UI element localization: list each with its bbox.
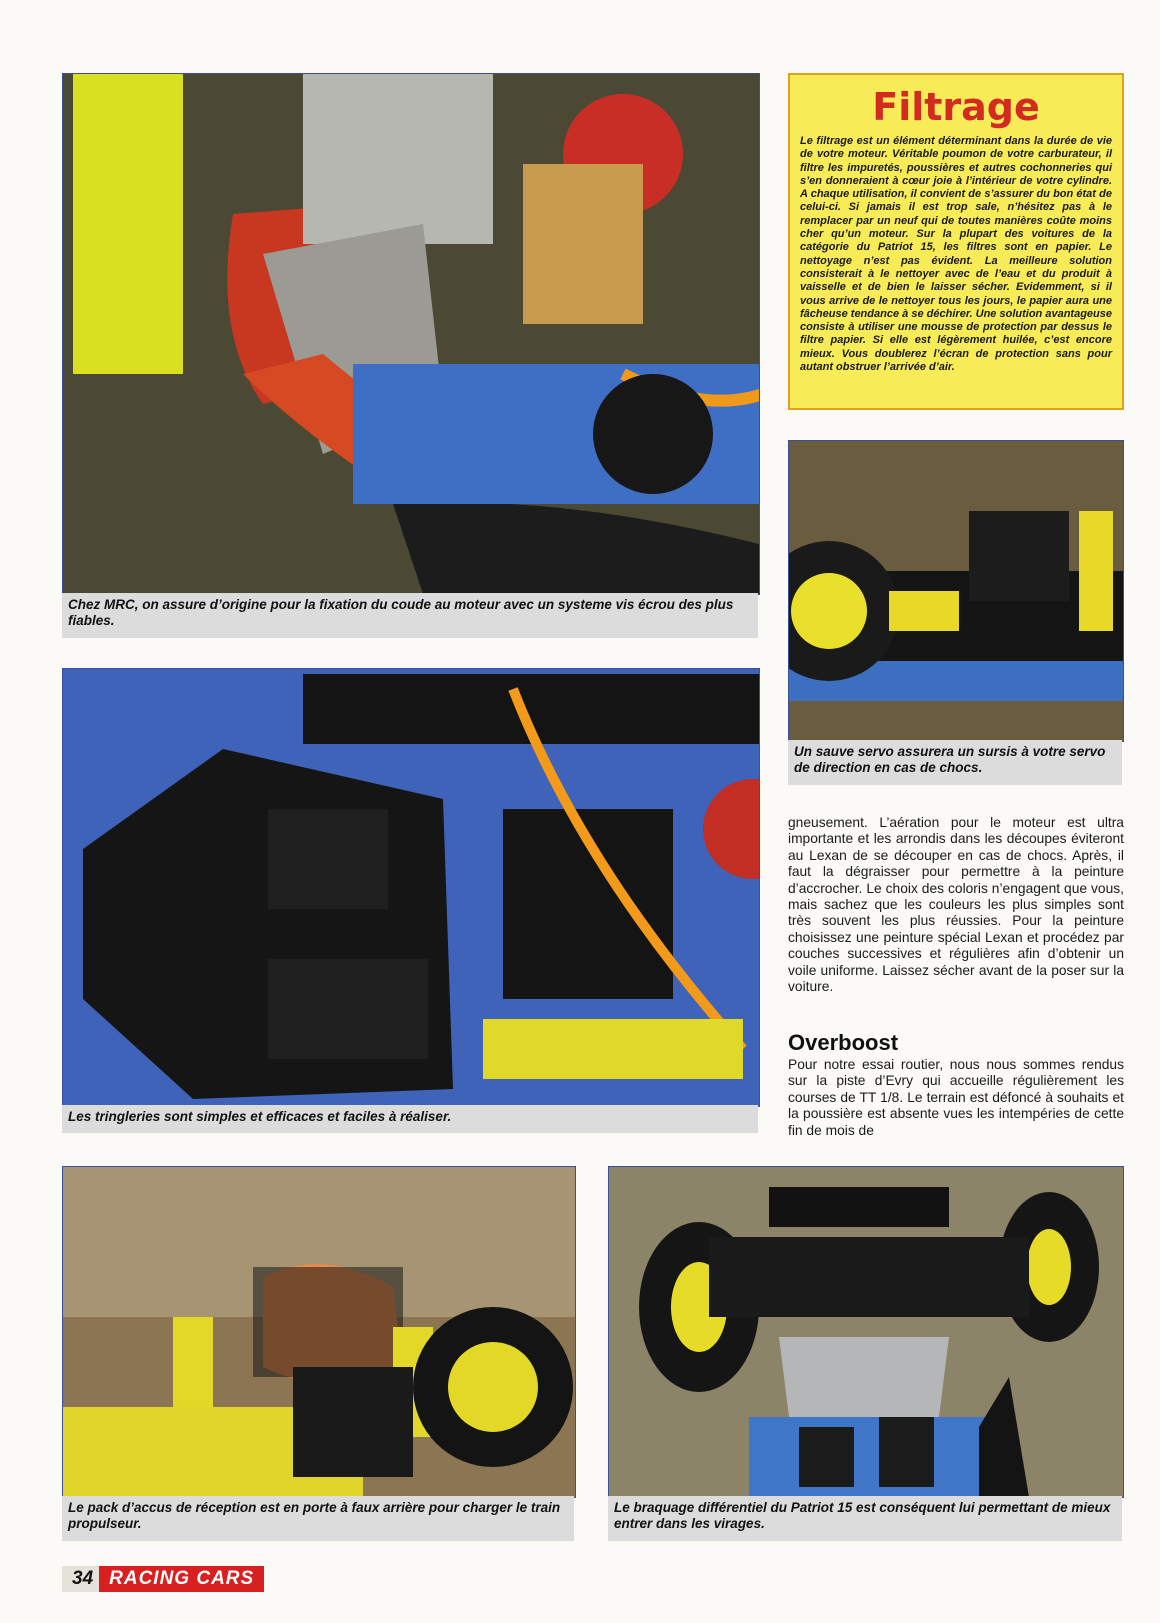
caption-servo-saver: Un sauve servo assurera un sursis à votre servo de direction en cas de chocs. [788, 740, 1122, 785]
caption-battery: Le pack d’accus de réception est en porte à faux arrière pour charger le train propulseur. [62, 1496, 574, 1541]
article-heading: Overboost [788, 1030, 899, 1055]
article-paragraph-1: gneusement. L’aération pour le moteur est ultra importante et les arrondis dans les découpes éviteront au Lexan de se découper en cas de chocs. Après, il faut la dégraisser pour permettre à la peinture d’accrocher. Le choix des coloris n’engagent que vous, mais sachez que les couleurs les plus simples sont très souvent les plus réussies. Pour la peinture choisissez une peinture spécial Lexan et procédez par couches successives et régulières afin d’obtenir un voile uniforme. Laissez sécher avant de la poser sur la voiture. [788, 815, 1124, 995]
magazine-logo: RACING CARS [99, 1566, 264, 1592]
filtrage-sidebar [788, 73, 1124, 410]
caption-linkage: Les tringleries sont simples et efficaces et faciles à réaliser. [62, 1105, 758, 1133]
photo-linkage [62, 668, 760, 1107]
photo-steering [608, 1166, 1124, 1498]
caption-steering: Le braquage différentiel du Patriot 15 est conséquent lui permettant de mieux entrer dans les virages. [608, 1496, 1122, 1541]
photo-engine [62, 73, 760, 595]
article-paragraph-2: Pour notre essai routier, nous nous sommes rendus sur la piste d’Evry qui accueille régulièrement les courses de TT 1/8. Le terrain est défoncé à souhaits et la poussière est absente vues les intempéries de cette fin de mois de [788, 1057, 1124, 1138]
sidebar-title: Filtrage [872, 85, 1040, 129]
photo-servo-saver [788, 440, 1124, 742]
page-footer [62, 1566, 352, 1592]
sidebar-text: Le filtrage est un élément déterminant dans la durée de vie de votre moteur. Véritable poumon de votre carburateur, il filtre les impuretés, poussières et autres cochonneries qui s’en donneraient à cœur joie à l’intérieur de votre cylindre. A chaque utilisation, il convient de s’assurer du bon état de celui-ci. Si jamais il est trop sale, n’hésitez pas à le remplacer par un neuf qui de toutes manières coûte moins cher qu’un moteur. Sur la plupart des voitures de la catégorie du Patriot 15, les filtres sont en papier. Le nettoyage n’est pas évident. La meilleure solution consisterait à le nettoyer avec de l’eau et du produit à vaisselle et de bien le laisser sécher. Evidemment, si il vous arrive de le nettoyer tous les jours, le papier aura une fâcheuse tendance à se déchirer. Une solution avantageuse consiste à utiliser une mousse de protection par dessus le filtre papier. Si elle est légèrement huilée, c’est encore mieux. Vous doublerez l’écran de protection sans pour autant obstruer l’arrivée d’air. [800, 135, 1112, 374]
photo-battery [62, 1166, 576, 1498]
page-number: 34 [62, 1566, 99, 1592]
caption-engine: Chez MRC, on assure d’origine pour la fixation du coude au moteur avec un systeme vis écrou des plus fiables. [62, 593, 758, 638]
